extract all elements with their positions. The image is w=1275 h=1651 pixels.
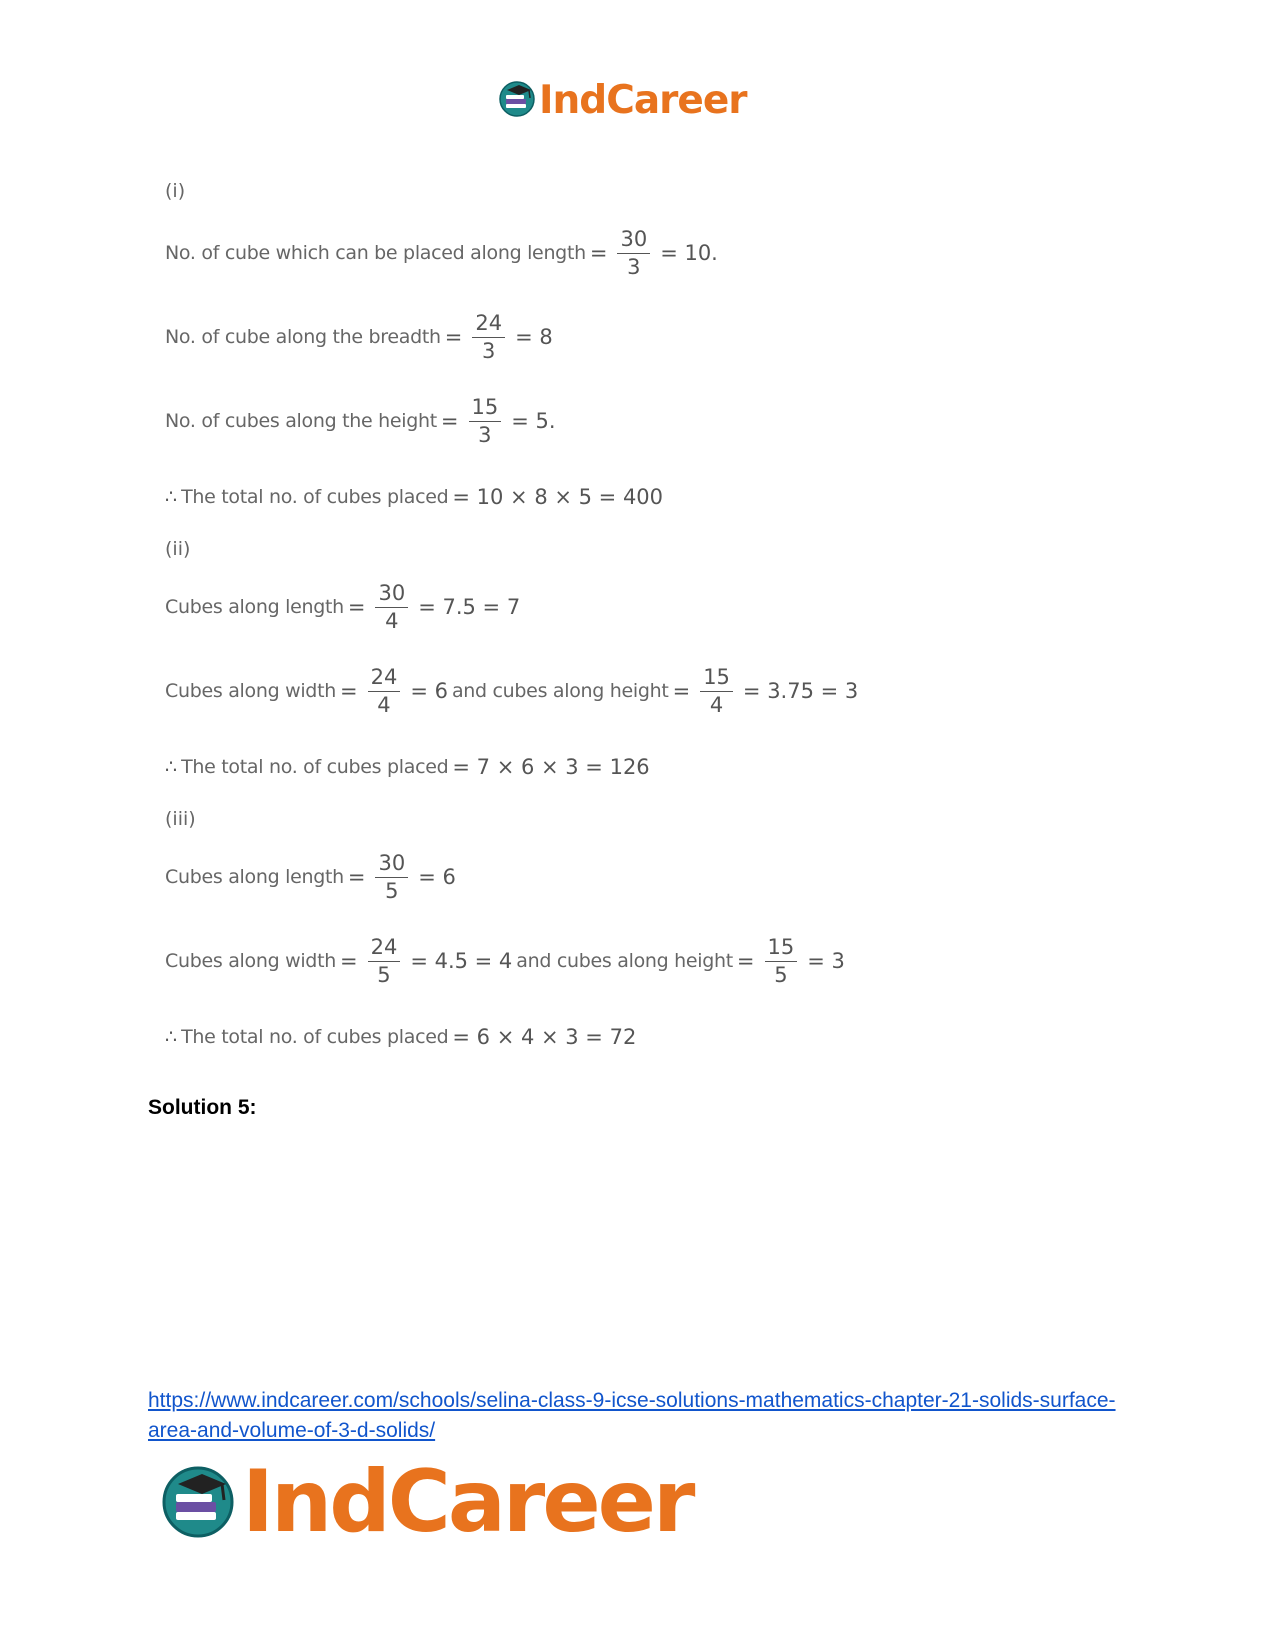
line-text: Cubes along width <box>165 950 336 972</box>
line-text: No. of cube which can be placed along length <box>165 242 586 264</box>
part-label-iii: (iii) <box>165 808 196 830</box>
denominator: 4 <box>709 693 724 717</box>
part-iii-width-height-line <box>165 936 849 986</box>
total-label: The total no. of cubes placed <box>181 1026 449 1048</box>
equals-sign: = <box>589 241 608 265</box>
result: = 5. <box>511 409 556 433</box>
numerator: 15 <box>469 396 502 422</box>
line-text-2: and cubes along height <box>451 680 669 702</box>
denominator: 5 <box>774 963 788 987</box>
total-label: The total no. of cubes placed <box>181 756 449 778</box>
equals-sign: = <box>736 949 755 973</box>
total-expression: = 6 × 4 × 3 = 72 <box>452 1025 637 1049</box>
total-expression: = 7 × 6 × 3 = 126 <box>452 755 650 779</box>
numerator: 15 <box>700 666 733 692</box>
line-text: No. of cubes along the height <box>165 410 437 432</box>
logo-text: IndCareer <box>242 1452 693 1552</box>
line-text: Cubes along length <box>165 596 344 618</box>
denominator: 3 <box>478 423 492 447</box>
part-label-i: (i) <box>165 180 186 202</box>
total-expression: = 10 × 8 × 5 = 400 <box>452 485 664 509</box>
part-ii-length-line <box>165 582 524 632</box>
fraction <box>700 666 733 716</box>
line-text: Cubes along width <box>165 680 336 702</box>
solution-heading: Solution 5: <box>148 1096 257 1119</box>
total-label: The total no. of cubes placed <box>181 486 449 508</box>
fraction <box>617 228 650 278</box>
denominator: 5 <box>385 879 399 903</box>
part-iii-total-line <box>165 1025 640 1049</box>
line-text-2: and cubes along height <box>516 950 733 972</box>
result: = 10. <box>660 241 718 265</box>
part-label-ii: (ii) <box>165 538 191 560</box>
result: = 4.5 = 4 <box>410 949 513 973</box>
footer-logo <box>158 1452 692 1552</box>
fraction <box>765 936 798 986</box>
numerator: 15 <box>765 936 798 962</box>
part-ii-total-line <box>165 755 654 779</box>
equals-sign: = <box>347 865 366 889</box>
fraction <box>368 666 401 716</box>
part-ii-width-height-line <box>165 666 862 716</box>
equals-sign: = <box>347 595 366 619</box>
line-text: No. of cube along the breadth <box>165 326 441 348</box>
equals-sign: = <box>339 949 358 973</box>
source-link[interactable]: https://www.indcareer.com/schools/selina-class-9-icse-solutions-mathematics-chapter-21-solids-surface-area-and-volume-of-3-d-solids/ <box>148 1389 1116 1442</box>
fraction <box>472 312 505 362</box>
result: = 7.5 = 7 <box>418 595 521 619</box>
result: = 6 <box>418 865 456 889</box>
logo-emblem-icon <box>158 1460 238 1545</box>
denominator: 3 <box>482 339 496 363</box>
equals-sign: = <box>672 679 691 703</box>
numerator: 30 <box>375 582 408 608</box>
equals-sign: = <box>440 409 459 433</box>
therefore-symbol: ∴ <box>165 1026 178 1048</box>
part-i-length-line <box>165 228 722 278</box>
numerator: 24 <box>368 936 401 962</box>
therefore-symbol: ∴ <box>165 756 178 778</box>
denominator: 3 <box>627 255 641 279</box>
result-2: = 3.75 = 3 <box>742 679 859 703</box>
part-iii-length-line <box>165 852 460 902</box>
denominator: 5 <box>377 963 391 987</box>
result: = 6 <box>410 679 448 703</box>
fraction <box>469 396 502 446</box>
numerator: 30 <box>617 228 650 254</box>
part-i-breadth-line <box>165 312 557 362</box>
equals-sign: = <box>444 325 463 349</box>
result-2: = 3 <box>807 949 845 973</box>
denominator: 4 <box>377 693 391 717</box>
denominator: 4 <box>385 609 399 633</box>
fraction <box>375 852 408 902</box>
numerator: 24 <box>472 312 505 338</box>
numerator: 24 <box>368 666 401 692</box>
therefore-symbol: ∴ <box>165 486 178 508</box>
fraction <box>368 936 401 986</box>
result: = 8 <box>515 325 553 349</box>
equals-sign: = <box>339 679 358 703</box>
logo-text: IndCareer <box>539 78 747 123</box>
part-i-height-line <box>165 396 560 446</box>
part-i-total-line <box>165 485 667 509</box>
fraction <box>375 582 408 632</box>
header-logo <box>497 78 747 123</box>
line-text: Cubes along length <box>165 866 344 888</box>
logo-emblem-icon <box>497 78 537 123</box>
numerator: 30 <box>375 852 408 878</box>
